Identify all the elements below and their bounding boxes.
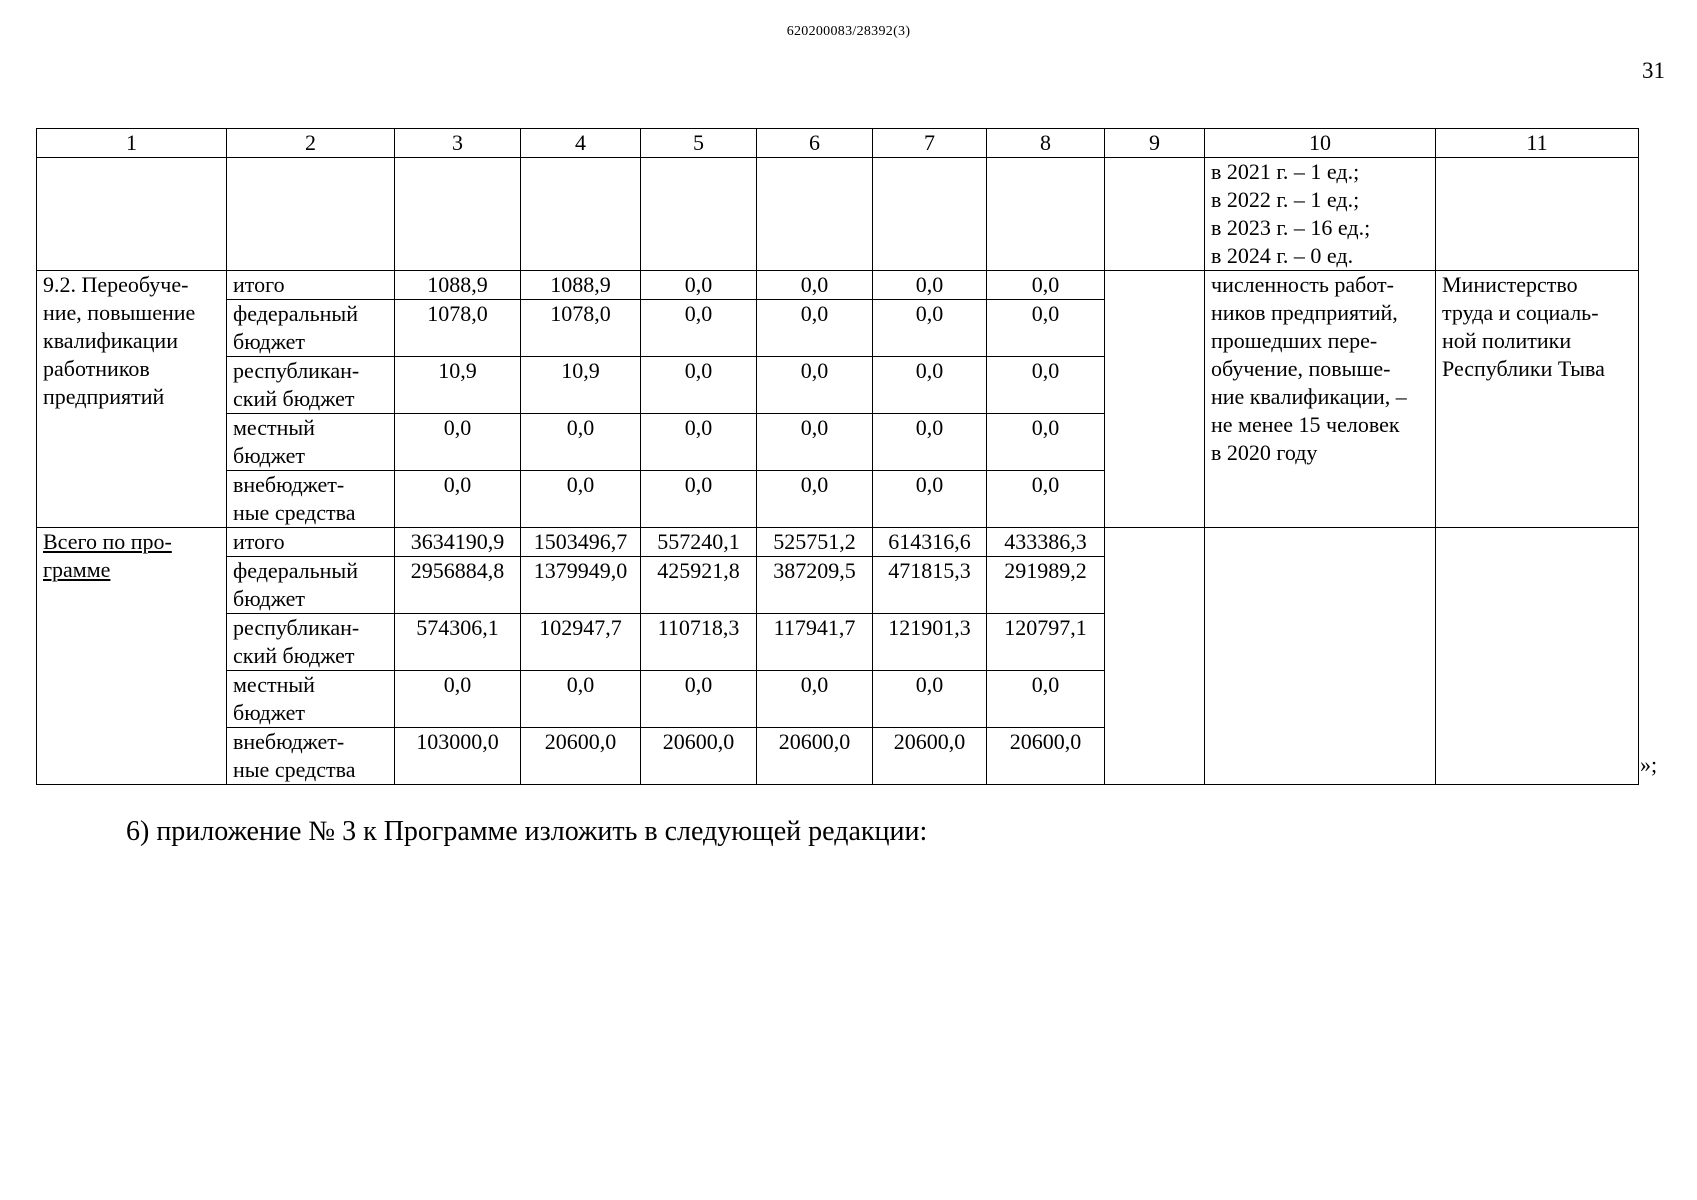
value-cell: 471815,3 — [873, 557, 987, 614]
value-cell: 1503496,7 — [521, 528, 641, 557]
program-total-col9-cell — [1105, 528, 1205, 785]
value-cell: 387209,5 — [757, 557, 873, 614]
funding-source-line: ский бюджет — [233, 643, 355, 668]
measure-9-2-name-line: предприятий — [43, 384, 165, 409]
header-cell-3: 3 — [395, 129, 521, 158]
indicator-line: прошедших пере- — [1211, 328, 1378, 353]
value-cell: 0,0 — [757, 357, 873, 414]
value-cell: 0,0 — [641, 671, 757, 728]
value-cell: 0,0 — [987, 271, 1105, 300]
value-cell: 10,9 — [395, 357, 521, 414]
funding-source-cell — [227, 471, 395, 528]
program-table — [36, 128, 1639, 785]
measure-9-2-col9-cell — [1105, 271, 1205, 528]
value-cell: 20600,0 — [757, 728, 873, 785]
value-cell: 10,9 — [521, 357, 641, 414]
value-cell: 0,0 — [521, 414, 641, 471]
responsible-line: Министерство — [1442, 272, 1578, 297]
value-cell: 0,0 — [987, 414, 1105, 471]
responsible-line: ной политики — [1442, 328, 1572, 353]
amendment-paragraph: 6) приложение № 3 к Программе изложить в следующей редакции: — [126, 816, 928, 847]
value-cell: 1078,0 — [395, 300, 521, 357]
value-cell: 2956884,8 — [395, 557, 521, 614]
header-cell-4: 4 — [521, 129, 641, 158]
table-body — [37, 129, 1639, 785]
cont-cell-3 — [395, 158, 521, 271]
value-cell: 574306,1 — [395, 614, 521, 671]
funding-source-cell — [227, 728, 395, 785]
indicator-line: численность работ- — [1211, 272, 1394, 297]
header-cell-7: 7 — [873, 129, 987, 158]
responsible-line: Республики Тыва — [1442, 356, 1605, 381]
funding-source-line: республикан- — [233, 615, 360, 640]
responsible-line: труда и социаль- — [1442, 300, 1599, 325]
value-cell: 0,0 — [757, 671, 873, 728]
value-cell: 0,0 — [873, 357, 987, 414]
funding-source-cell — [227, 557, 395, 614]
cont-cell-6 — [757, 158, 873, 271]
value-cell: 433386,3 — [987, 528, 1105, 557]
funding-source-line: внебюджет- — [233, 472, 345, 497]
funding-source-line: республикан- — [233, 358, 360, 383]
funding-source-line: местный — [233, 415, 315, 440]
value-cell: 0,0 — [641, 300, 757, 357]
value-cell: 1078,0 — [521, 300, 641, 357]
value-cell: 0,0 — [521, 471, 641, 528]
value-cell: 0,0 — [757, 300, 873, 357]
header-cell-10: 10 — [1205, 129, 1436, 158]
indicator-line: ние квалификации, – — [1211, 384, 1407, 409]
program-total-name-line: Всего по про- — [43, 529, 172, 554]
value-cell: 1088,9 — [521, 271, 641, 300]
value-cell: 120797,1 — [987, 614, 1105, 671]
value-cell: 20600,0 — [521, 728, 641, 785]
funding-source-line: ский бюджет — [233, 386, 355, 411]
cont-cell-2 — [227, 158, 395, 271]
document-id: 620200083/28392(3) — [786, 24, 911, 39]
value-cell: 0,0 — [987, 357, 1105, 414]
value-cell: 0,0 — [873, 471, 987, 528]
funding-source-line: итого — [233, 272, 285, 297]
value-cell: 0,0 — [641, 357, 757, 414]
header-cell-1: 1 — [37, 129, 227, 158]
value-cell: 121901,3 — [873, 614, 987, 671]
funding-source-cell — [227, 528, 395, 557]
value-cell: 0,0 — [641, 414, 757, 471]
header-row — [37, 129, 1639, 158]
cont-cell-5 — [641, 158, 757, 271]
funding-source-cell — [227, 614, 395, 671]
header-cell-6: 6 — [757, 129, 873, 158]
value-cell: 0,0 — [521, 671, 641, 728]
value-cell: 0,0 — [641, 271, 757, 300]
value-cell: 0,0 — [757, 471, 873, 528]
cont-indicator-line: в 2021 г. – 1 ед.; — [1211, 159, 1360, 184]
value-cell: 117941,7 — [757, 614, 873, 671]
funding-source-line: бюджет — [233, 586, 305, 611]
value-cell: 1088,9 — [395, 271, 521, 300]
program-total-name-cell — [37, 528, 227, 785]
cont-cell-4 — [521, 158, 641, 271]
cont-indicator-line: в 2023 г. – 16 ед.; — [1211, 215, 1371, 240]
measure-9-2-name-line: квалификации — [43, 328, 178, 353]
value-cell: 102947,7 — [521, 614, 641, 671]
measure-9-2-row — [37, 271, 1639, 300]
funding-source-line: федеральный — [233, 301, 358, 326]
value-cell: 0,0 — [873, 414, 987, 471]
cont-indicator-cell — [1205, 158, 1436, 271]
value-cell: 3634190,9 — [395, 528, 521, 557]
value-cell: 0,0 — [987, 671, 1105, 728]
funding-source-cell — [227, 671, 395, 728]
indicator-line: в 2020 году — [1211, 440, 1318, 465]
cont-indicator-line: в 2022 г. – 1 ед.; — [1211, 187, 1360, 212]
value-cell: 20600,0 — [987, 728, 1105, 785]
header-cell-11: 11 — [1436, 129, 1639, 158]
cont-cell-7 — [873, 158, 987, 271]
measure-9-2-indicator-cell — [1205, 271, 1436, 528]
funding-source-line: бюджет — [233, 700, 305, 725]
cont-cell-8 — [987, 158, 1105, 271]
value-cell: 20600,0 — [641, 728, 757, 785]
funding-source-line: внебюджет- — [233, 729, 345, 754]
funding-source-line: ные средства — [233, 500, 356, 525]
header-cell-5: 5 — [641, 129, 757, 158]
value-cell: 525751,2 — [757, 528, 873, 557]
measure-9-2-name-line: 9.2. Переобуче- — [43, 272, 189, 297]
cont-cell-1 — [37, 158, 227, 271]
value-cell: 0,0 — [395, 414, 521, 471]
value-cell: 0,0 — [873, 271, 987, 300]
value-cell: 0,0 — [757, 271, 873, 300]
value-cell: 20600,0 — [873, 728, 987, 785]
value-cell: 0,0 — [395, 471, 521, 528]
value-cell: 0,0 — [873, 300, 987, 357]
value-cell: 103000,0 — [395, 728, 521, 785]
funding-source-line: итого — [233, 529, 285, 554]
value-cell: 291989,2 — [987, 557, 1105, 614]
funding-source-cell — [227, 414, 395, 471]
cont-cell-9 — [1105, 158, 1205, 271]
cont-indicator-line: в 2024 г. – 0 ед. — [1211, 243, 1354, 268]
funding-source-line: федеральный — [233, 558, 358, 583]
program-total-responsible-cell — [1436, 528, 1639, 785]
cont-cell-11 — [1436, 158, 1639, 271]
header-cell-9: 9 — [1105, 129, 1205, 158]
page-number: 31 — [1642, 58, 1665, 83]
program-total-name-line: грамме — [43, 557, 111, 582]
value-cell: 614316,6 — [873, 528, 987, 557]
value-cell: 0,0 — [757, 414, 873, 471]
funding-source-line: бюджет — [233, 443, 305, 468]
funding-source-cell — [227, 300, 395, 357]
funding-source-line: местный — [233, 672, 315, 697]
value-cell: 1379949,0 — [521, 557, 641, 614]
measure-9-2-name-line: ние, повышение — [43, 300, 196, 325]
value-cell: 110718,3 — [641, 614, 757, 671]
measure-9-2-name-line: работников — [43, 356, 150, 381]
header-cell-2: 2 — [227, 129, 395, 158]
indicator-line: ников предприятий, — [1211, 300, 1398, 325]
value-cell: 0,0 — [395, 671, 521, 728]
value-cell: 0,0 — [873, 671, 987, 728]
program-total-indicator-cell — [1205, 528, 1436, 785]
value-cell: 0,0 — [987, 300, 1105, 357]
measure-9-2-responsible-cell — [1436, 271, 1639, 528]
funding-source-cell — [227, 357, 395, 414]
indicator-line: обучение, повыше- — [1211, 356, 1391, 381]
funding-source-cell — [227, 271, 395, 300]
value-cell: 425921,8 — [641, 557, 757, 614]
funding-source-line: ные средства — [233, 757, 356, 782]
value-cell: 0,0 — [641, 471, 757, 528]
header-cell-8: 8 — [987, 129, 1105, 158]
program-total-row — [37, 528, 1639, 557]
indicator-line: не менее 15 человек — [1211, 412, 1400, 437]
value-cell: 557240,1 — [641, 528, 757, 557]
closing-quote-mark: »; — [1640, 752, 1658, 777]
funding-source-line: бюджет — [233, 329, 305, 354]
value-cell: 0,0 — [987, 471, 1105, 528]
measure-9-2-name-cell — [37, 271, 227, 528]
continuation-row — [37, 158, 1639, 271]
